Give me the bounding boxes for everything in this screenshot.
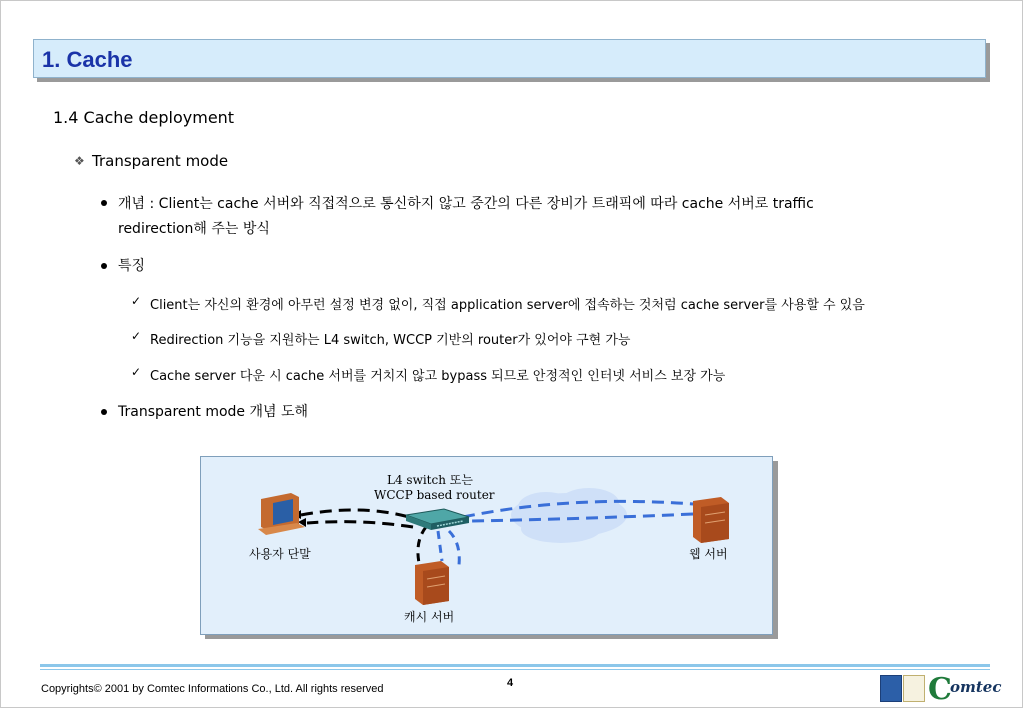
client-request-path <box>301 510 409 517</box>
client-response-path <box>307 522 413 527</box>
bullet-features-label: 특징 <box>118 258 146 274</box>
switch-label-line1: L4 switch 또는 <box>387 473 473 487</box>
cache-server-label: 캐시 서버 <box>404 610 455 624</box>
feature-text: Client는 자신의 환경에 아무런 설정 변경 없이, 직접 application server에 접속하는 것처럼 cache server를 사용할 수 있음 <box>150 298 865 313</box>
internet-cloud-icon <box>511 488 627 543</box>
l4-switch-icon <box>406 509 469 530</box>
feature-item <box>131 365 725 384</box>
bullet-dot-icon <box>101 263 107 269</box>
web-server-label: 웹 서버 <box>689 547 728 561</box>
certification-logo-icon <box>880 675 902 702</box>
client-pc-icon <box>258 493 305 535</box>
bullet-features <box>101 255 145 275</box>
title-bar <box>33 39 986 78</box>
bullet-dot-icon <box>101 409 107 415</box>
feature-text: Redirection 기능을 지원하는 L4 switch, WCCP 기반의 router가 있어야 구현 가능 <box>150 333 631 348</box>
feature-item <box>131 294 865 313</box>
award-logo-icon <box>903 675 925 702</box>
page-number: 4 <box>507 677 514 689</box>
web-server-icon <box>693 497 729 543</box>
cache-redirect-path <box>438 531 442 561</box>
bullet-diagram-label: Transparent mode 개념 도해 <box>118 404 309 420</box>
bullet-definition <box>101 192 814 242</box>
section-label: Transparent mode <box>92 152 229 170</box>
checkmark-icon: ✓ <box>131 294 142 308</box>
feature-item <box>131 329 630 348</box>
copyright-text: Copyrights© 2001 by Comtec Informations Co., Ltd. All rights reserved <box>41 683 384 695</box>
page-title: 1. Cache <box>42 47 133 72</box>
footer-divider <box>40 664 990 667</box>
footer-divider-thin <box>40 669 990 670</box>
comtec-logo-text: omtec <box>950 678 1002 696</box>
bullet-diagram-caption <box>101 401 308 421</box>
bullet-definition-line2: redirection해 주는 방식 <box>118 221 270 237</box>
section-heading <box>74 152 228 170</box>
switch-label-line2: WCCP based router <box>374 488 495 502</box>
bullet-definition-line1: 개념 : Client는 cache 서버와 직접적으로 통신하지 않고 중간의 다른 장비가 트래픽에 따라 cache 서버로 traffic <box>118 196 814 212</box>
client-label: 사용자 단말 <box>249 547 311 561</box>
cache-server-icon <box>415 561 449 605</box>
subheading: 1.4 Cache deployment <box>53 108 235 127</box>
cache-path-black <box>418 527 426 563</box>
checkmark-icon: ✓ <box>131 365 142 379</box>
feature-text: Cache server 다운 시 cache 서버를 거치지 않고 bypass 되므로 안정적인 인터넷 서비스 보장 가능 <box>150 369 726 384</box>
transparent-mode-diagram <box>200 456 773 635</box>
comtec-logo-icon: C <box>928 672 952 707</box>
diamond-bullet-icon: ❖ <box>74 154 85 168</box>
bullet-dot-icon <box>101 200 107 206</box>
checkmark-icon: ✓ <box>131 329 142 343</box>
cache-return-path <box>449 531 459 565</box>
